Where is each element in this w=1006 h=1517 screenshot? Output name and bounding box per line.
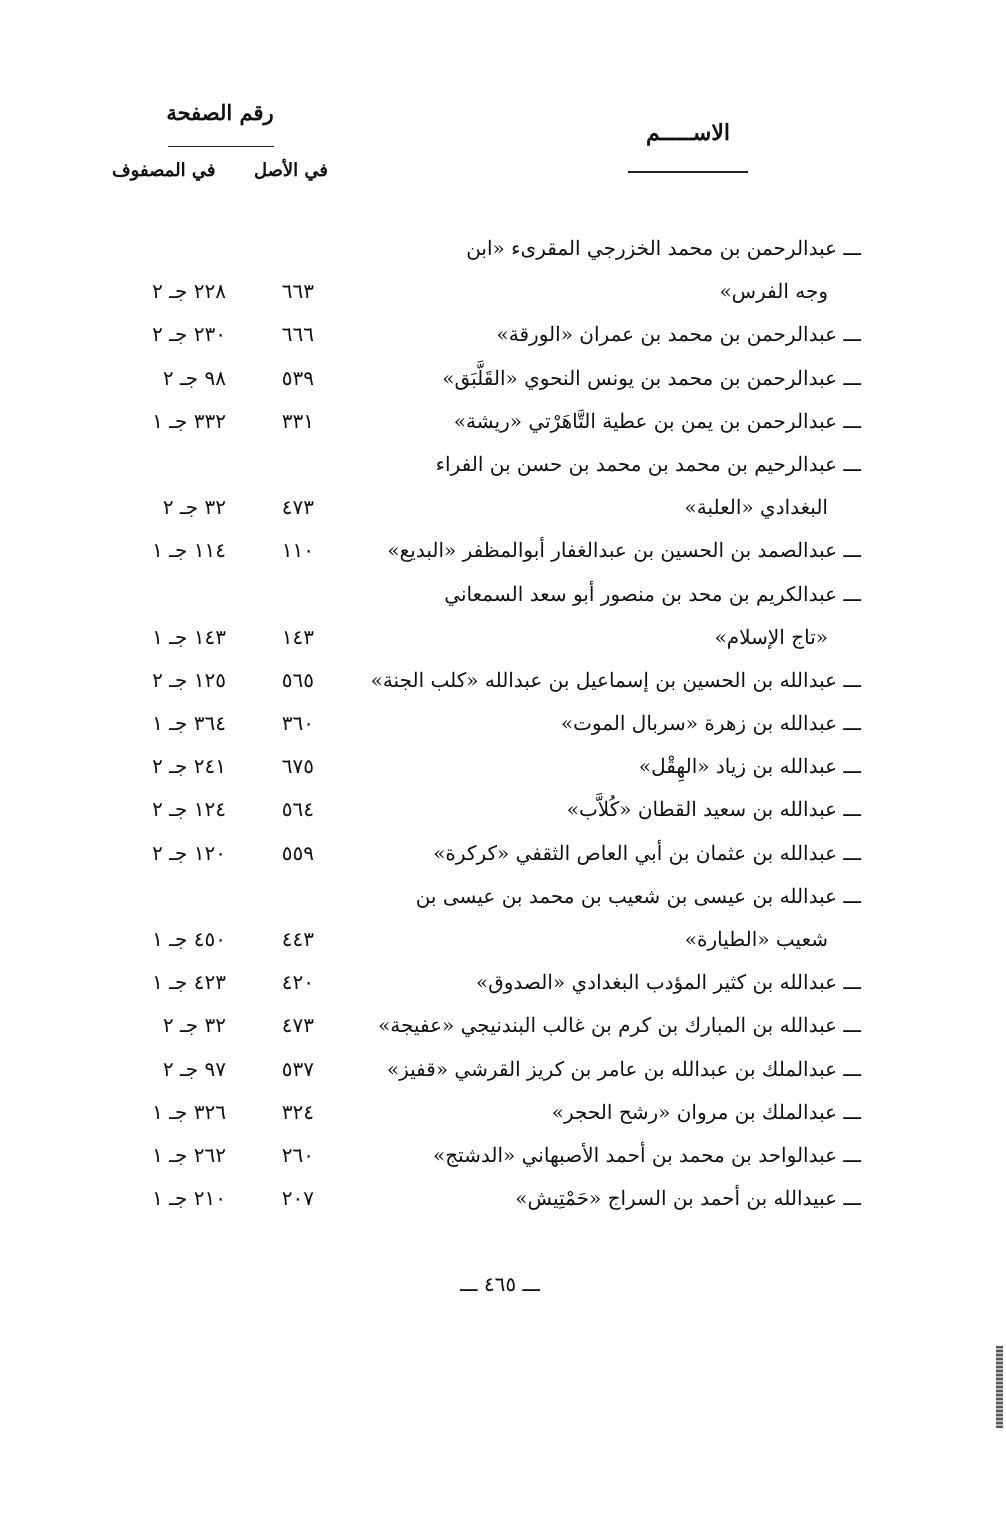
entry-original-page: ٥٣٧ — [281, 1056, 314, 1081]
entry-typeset-page: ٣٦٤ جـ ١ — [152, 711, 226, 736]
entry-name: ـــ عبدالرحمن بن محمد بن عمران «الورقة» — [496, 322, 861, 347]
entry-line — [0, 316, 1006, 359]
entry-name: ـــ عبدالله بن المبارك بن كرم بن غالب البندنيجي «عفيجة» — [378, 1013, 861, 1038]
entry-line — [0, 619, 1006, 662]
entry-original-page: ٥٦٤ — [281, 797, 314, 822]
entry-line — [0, 705, 1006, 748]
entry-typeset-page: ٣٢ جـ ٢ — [162, 495, 226, 520]
entry-original-page: ٤٧٣ — [281, 495, 314, 520]
page-footer-number: ـــ ٤٦٥ ـــ — [459, 1272, 541, 1296]
entry-original-page: ٥٥٩ — [281, 840, 314, 865]
entry-name: ـــ عبدالله بن كثير المؤدب البغدادي «الصدوق» — [476, 970, 861, 995]
entry-name-continuation: شعيب «الطيارة» — [684, 927, 828, 951]
entry-name: ـــ عبدالكريم بن محد بن منصور أبو سعد السمعاني — [444, 581, 861, 606]
entry-original-page: ٥٦٥ — [281, 667, 314, 692]
entry-line — [0, 230, 1006, 273]
entry-name: ـــ عبدالواحد بن محمد بن أحمد الأصبهاني «الدشتج» — [432, 1142, 861, 1167]
entry-original-page: ٢٠٧ — [281, 1186, 314, 1211]
entry-name: ـــ عبدالله بن زهرة «سربال الموت» — [560, 711, 861, 736]
entry-line — [0, 791, 1006, 834]
entry-line — [0, 878, 1006, 921]
entry-typeset-page: ١٢٤ جـ ٢ — [152, 797, 226, 822]
entry-line — [0, 1137, 1006, 1180]
entry-original-page: ٢٦٠ — [281, 1142, 314, 1167]
entry-name: ـــ عبدالرحيم بن محمد بن محمد بن حسن بن الفراء — [435, 451, 861, 476]
entry-original-page: ٤٧٣ — [281, 1013, 314, 1038]
entry-name: ـــ عبدالرحمن بن محمد الخزرجي المقرىء «ابن — [466, 236, 861, 260]
entry-original-page: ٦٧٥ — [281, 754, 314, 779]
entry-original-page: ٣٣١ — [281, 408, 314, 433]
original-column-header: في الأصل — [253, 160, 328, 181]
entry-name: ـــ عبدالصمد بن الحسين بن عبدالغفار أبوالمظفر «البديع» — [387, 538, 861, 563]
entry-name: ـــ عبيدالله بن أحمد بن السراج «حَمْتِيش» — [515, 1186, 861, 1211]
entry-name: ـــ عبدالرحمن بن يمن بن عطية التَّاهَرْتي «ريشة» — [453, 408, 861, 433]
entry-typeset-page: ٣٣٢ جـ ١ — [152, 408, 226, 433]
entry-typeset-page: ٢٦٢ جـ ١ — [152, 1142, 226, 1167]
entry-original-page: ٤٢٠ — [281, 970, 314, 995]
entry-typeset-page: ١٢٠ جـ ٢ — [152, 840, 226, 865]
entry-line — [0, 532, 1006, 575]
entry-name-continuation: «تاج الإسلام» — [714, 624, 828, 649]
entry-line — [0, 273, 1006, 316]
entry-original-page: ٥٣٩ — [281, 365, 314, 390]
entry-original-page: ٦٦٦ — [281, 322, 314, 347]
entry-name: ـــ عبدالله بن سعيد القطان «كُلاَّب» — [566, 797, 861, 822]
entry-name: ـــ عبدالله بن الحسين بن إسماعيل بن عبدالله «كلب الجنة» — [370, 667, 861, 692]
entry-line — [0, 1094, 1006, 1137]
entry-typeset-page: ٤٥٠ جـ ١ — [152, 927, 226, 951]
entry-original-page: ٦٦٣ — [281, 279, 314, 304]
name-title-rule — [628, 171, 748, 173]
typeset-column-header: في المصفوف — [112, 160, 216, 181]
entry-line — [0, 748, 1006, 791]
entry-line — [0, 576, 1006, 619]
entry-line — [0, 1180, 1006, 1223]
entries-list — [0, 230, 1006, 1223]
entry-original-page: ٤٤٣ — [281, 927, 314, 951]
page-number-column-title: رقم الصفحة — [166, 100, 274, 125]
name-column-title: الاســـــم — [646, 120, 730, 146]
entry-typeset-page: ٤٢٣ جـ ١ — [152, 970, 226, 995]
entry-typeset-page: ٣٢٦ جـ ١ — [152, 1099, 226, 1124]
entry-line — [0, 921, 1006, 964]
entry-name-continuation: البغدادي «العلبة» — [684, 495, 828, 520]
entry-name-continuation: وجه الفرس» — [719, 279, 828, 304]
entry-line — [0, 489, 1006, 532]
entry-typeset-page: ٢٣٠ جـ ٢ — [152, 322, 226, 347]
entry-name: ـــ عبدالملك بن عبدالله بن عامر بن كريز القرشي «قفيز» — [386, 1056, 861, 1081]
entry-typeset-page: ١٢٥ جـ ٢ — [152, 667, 226, 692]
entry-line — [0, 835, 1006, 878]
entry-name: ـــ عبدالله بن زياد «الهِقْل» — [638, 754, 861, 779]
entry-line — [0, 446, 1006, 489]
entry-original-page: ٣٢٤ — [281, 1099, 314, 1124]
page-number-subheaders — [112, 160, 328, 190]
entry-typeset-page: ٣٢ جـ ٢ — [162, 1013, 226, 1038]
entry-line — [0, 662, 1006, 705]
entry-typeset-page: ٢٢٨ جـ ٢ — [152, 279, 226, 304]
entry-line — [0, 360, 1006, 403]
scan-edge-mark — [996, 1346, 1003, 1428]
entry-typeset-page: ٩٧ جـ ٢ — [162, 1056, 226, 1081]
page-number-title-rule — [168, 146, 274, 147]
entry-name: ـــ عبدالملك بن مروان «رشح الحجر» — [551, 1099, 861, 1124]
entry-typeset-page: ١٤٣ جـ ١ — [152, 624, 226, 649]
entry-line — [0, 1051, 1006, 1094]
entry-typeset-page: ١١٤ جـ ١ — [152, 538, 226, 563]
entry-line — [0, 964, 1006, 1007]
entry-typeset-page: ٢٤١ جـ ٢ — [152, 754, 226, 779]
entry-line — [0, 1007, 1006, 1050]
entry-typeset-page: ٢١٠ جـ ١ — [152, 1186, 226, 1211]
entry-original-page: ٣٦٠ — [281, 711, 314, 736]
entry-name: ـــ عبدالرحمن بن محمد بن يونس النحوي «القَلَّبَق» — [442, 365, 861, 390]
entry-original-page: ١٤٣ — [281, 624, 314, 649]
entry-typeset-page: ٩٨ جـ ٢ — [162, 365, 226, 390]
entry-line — [0, 403, 1006, 446]
entry-name: ـــ عبدالله بن عيسى بن شعيب بن محمد بن عيسى بن — [415, 883, 861, 908]
entry-original-page: ١١٠ — [281, 538, 314, 563]
entry-name: ـــ عبدالله بن عثمان بن أبي العاص الثقفي «كركرة» — [433, 840, 861, 865]
